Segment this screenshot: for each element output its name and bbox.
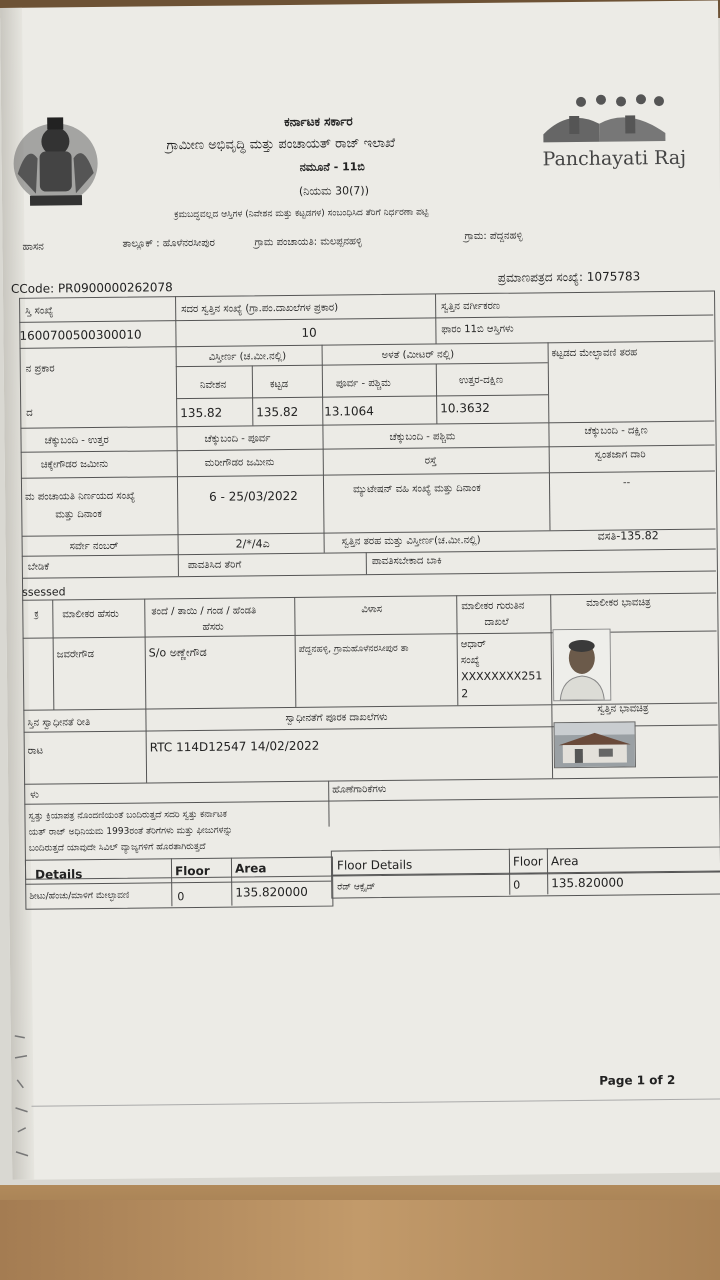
classification: ಫಾರಂ 11ಬಿ ಆಸ್ತಿಗಳು [441,323,514,336]
property-id-header: ಸ್ತಿ ಸಂಖ್ಯೆ [25,305,54,317]
area-header: ವಿಸ್ತೀರ್ಣ (ಚ.ಮೀ.ನಲ್ಲಿ) [208,351,287,363]
property-kind-header: ಸ್ವತ್ತಿನ ತರಹ ಮತ್ತು ವಿಸ್ತೀರ್ಣ(ಚ.ಮೀ.ನಲ್ಲಿ) [341,534,481,548]
floor-details-header-left: Details [35,867,83,882]
assessed-label: ssessed [22,585,66,599]
gp-resolution-date-header: ಮತ್ತು ದಿನಾಂಕ [55,508,102,521]
floor-area-right: 135.820000 [551,875,624,891]
id-number: XXXXXXXX251 [460,669,543,684]
east-boundary: ಮರೀಗೌಡರ ಜಮೀನು [204,457,275,469]
area-header-right: Area [550,853,579,869]
form-subtitle: ಕ್ರಮಬದ್ಧವಲ್ಲದ ಆಸ್ತಿಗಳ (ನಿವೇಶನ ಮತ್ತು ಕಟ್ಟಡಗಳ) ಸಂಬಂಧಿಸಿದ ತೆರಿಗೆ ನಿರ್ಧರಣಾ ಪಟ್ಟಿ [174,207,429,221]
survey-number: 2/*/4ಎ [235,537,270,551]
address-header: ವಿಳಾಸ [361,604,383,616]
property-kind: ವಸತಿ-135.82 [597,529,659,543]
gp-resolution-header: ಮ ಪಂಚಾಯತಿ ನಿರ್ಣಯದ ಸಂಖ್ಯೆ [25,490,136,503]
panchayati-raj-logo-text: Panchayati Raj [542,146,687,171]
acquisition-docs: RTC 114D12547 14/02/2022 [149,738,320,755]
building-header: ಕಟ್ಟಡ [269,379,289,391]
id-label: ಸಂಖ್ಯೆ [460,655,480,667]
id-type: ಆಧಾರ್ [460,638,486,651]
floor-header-left: Floor [174,863,210,879]
floor-area-left: 135.820000 [235,884,308,900]
acquisition-mode: ರಾಟ [27,745,44,757]
floor-details-right: ರೆಡ್ ಆಕ್ಸೈಡ್ [337,882,376,893]
liability-note-line3: ಬಂದಿರುತ್ತದೆ ಯಾವುದೇ ಸಿವಿಲ್ ವ್ಯಾಜ್ಯಗಳಿಗೆ ಹೊರತಾಗಿರುತ್ತದೆ [28,841,206,854]
panchayati-raj-logo-icon [539,93,672,184]
id-number-cont: 2 [461,687,469,701]
liability-note-line2: ಯತ್ ರಾಜ್ ಅಧಿನಿಯಮ 1993ರಂತೆ ತೆರಿಗೆಗಳು ಮತ್ತು ಫೀಜುಗಳನ್ನು [28,825,233,838]
rule-number: (ನಿಯಮ 30(7)) [298,184,370,198]
taluk: ತಾಲ್ಲೂಕ್ : ಹೊಳೆನರಸೀಪುರ [122,237,215,250]
owner-name-header: ಮಾಲೀಕರ ಹೆಸರು [62,608,119,621]
property-photo-header: ಸ್ವತ್ತಿನ ಭಾವಚಿತ್ರ [597,703,649,715]
acquisition-docs-header: ಸ್ವಾಧೀನತೆಗೆ ಪೂರಕ ದಾಖಲೆಗಳು [285,711,388,725]
serial-header: ಕ್ರ [34,609,39,620]
cardboard-edge [0,1200,720,1280]
acquisition-mode-header: ಸ್ತಿನ ಸ್ವಾಧೀನತೆ ರೀತಿ [27,717,91,729]
floor-number-right: 0 [513,878,521,892]
survey-header: ಸರ್ವೇ ನಂಬರ್ [69,540,119,553]
demand-header: ಬೇಡಿಕೆ [27,561,50,573]
property-id: 1600700500300010 [19,327,142,343]
north-boundary-header: ಚೆಕ್ಕುಬಂದಿ - ಉತ್ತರ [44,434,109,447]
property-photo [554,721,636,768]
owner-photo [553,629,612,702]
district: ಹಾಸನ [22,241,44,253]
west-boundary: ರಸ್ತೆ [424,455,437,467]
form-number: ನಮೂನೆ - 11ಬಿ [299,160,365,174]
owner-id-doc-header: ದಾಖಲೆ [484,616,509,628]
certificate-number: ಪ್ರಮಾಣಪತ್ರದ ಸಂಖ್ಯೆ: 1075783 [497,269,641,285]
floor-details-header-right: Floor Details [336,857,413,873]
north-south-header: ಉತ್ತರ-ದಕ್ಷಿಣ [458,374,504,387]
classification-header: ಸ್ವತ್ತಿನ ವರ್ಗೀಕರಣ [441,300,501,313]
tax-due-header: ಪಾವತಿಸಬೇಕಾದ ಬಾಕಿ [371,555,442,568]
roof-type-header: ಕಟ್ಟಡದ ಮೇಲ್ಛಾವಣಿ ತರಹ [551,347,638,360]
owner-id-header: ಮಾಲೀಕರ ಗುರುತಿನ [461,600,525,613]
north-boundary: ಚಿಕ್ಕೇಗೌಡರ ಜಮೀನು [40,458,109,471]
site-area: 135.82 [180,405,223,421]
margin-notes [11,1028,34,1168]
village: ಗ್ರಾಮ: ಪೆದ್ದನಹಳ್ಳಿ [464,230,523,243]
gp-resolution: 6 - 25/03/2022 [209,488,298,504]
relation-name-header: ಹೆಸರು [202,621,224,633]
east-boundary-header: ಚೆಕ್ಕುಬಂದಿ - ಪೂರ್ವ [204,433,271,445]
govt-title: ಕರ್ನಾಟಕ ಸರ್ಕಾರ [284,114,353,130]
liability-note-line1: ಸ್ವತ್ತು ಕ್ರಿಯಾಪತ್ರ ನೊಂದಣಿಯಂತೆ ಬಂದಿರುತ್ತದೆ ಸದರಿ ಸ್ವತ್ತು ಕರ್ನಾಟಕ [28,809,228,822]
tax-paid-header: ಪಾವತಿಸಿದ ತೆರಿಗೆ [187,559,242,572]
floor-header-right: Floor [512,854,543,869]
area-header-left: Area [234,861,267,876]
relation-name: S/o ಅಣ್ಣೇಗೌಡ [148,645,207,660]
dimensions-header: ಅಳತೆ (ಮೀಟರ್ ನಲ್ಲಿ) [381,349,455,362]
floor-number-left: 0 [177,890,185,904]
east-west-header: ಪೂರ್ವ - ಪಶ್ಚಿಮ [335,377,391,390]
north-south-length: 10.3632 [440,400,490,416]
building-area: 135.82 [256,404,299,420]
mutation-value: -- [622,477,631,489]
page-number: Page 1 of 2 [599,1072,676,1088]
site-header: ನಿವೇಶನ [199,379,227,391]
floor-details-left: ಶೀಟು/ಹೆಂಚು/ಮಾಳಿಗೆ ಮೇಲ್ಛಾವಣಿ [29,890,130,902]
type-header: ನ ಪ್ರಕಾರ [25,363,55,375]
south-boundary: ಸ್ವಂತಜಾಗ ದಾರಿ [594,449,646,461]
mutation-header: ಮ್ಯುಟೇಷನ್ ವಹಿ ಸಂಖ್ಯೆ ಮತ್ತು ದಿನಾಂಕ [353,482,481,496]
east-west-length: 13.1064 [324,404,374,419]
karnataka-emblem-icon [7,103,104,214]
relation-header: ತಂದೆ / ತಾಯಿ / ಗಂಡ / ಹೆಂಡತಿ [151,605,257,618]
owner-photo-header: ಮಾಲೀಕರ ಭಾವಚಿತ್ರ [586,597,651,609]
sadara-number-header: ಸದರ ಸ್ವತ್ತಿನ ಸಂಖ್ಯೆ (ಗ್ರಾ.ಪಂ.ದಾಖಲೆಗಳ ಪ್ರಕಾರ) [181,302,339,316]
liabilities-header: ಹೊಣೆಗಾರಿಕೆಗಳು [332,783,387,796]
remarks-header: ಳು [30,789,39,801]
property-type: ದ [26,407,33,419]
owner-address: ಪೆದ್ದನಹಳ್ಳಿ, ಗ್ರಾಮಹೊಳೆನರಸೀಪುರ ತಾ [298,643,409,655]
sadara-number: 10 [301,325,317,340]
owner-name: ಜವರೇಗೌಡ [56,649,95,661]
gram-panchayat: ಗ್ರಾಮ ಪಂಚಾಯತಿ: ಮಲಪ್ಪನಹಳ್ಳಿ [254,236,363,249]
pr-code: CCode: PR0900000262078 [10,280,173,296]
west-boundary-header: ಚೆಕ್ಕುಬಂದಿ - ಪಶ್ಚಿಮ [389,431,456,443]
department-title: ಗ್ರಾಮೀಣ ಅಭಿವೃದ್ಧಿ ಮತ್ತು ಪಂಚಾಯತ್ ರಾಜ್ ಇಲಾಖೆ [166,135,396,154]
south-boundary-header: ಚೆಕ್ಕುಬಂದಿ - ದಕ್ಷಿಣ [584,425,648,437]
